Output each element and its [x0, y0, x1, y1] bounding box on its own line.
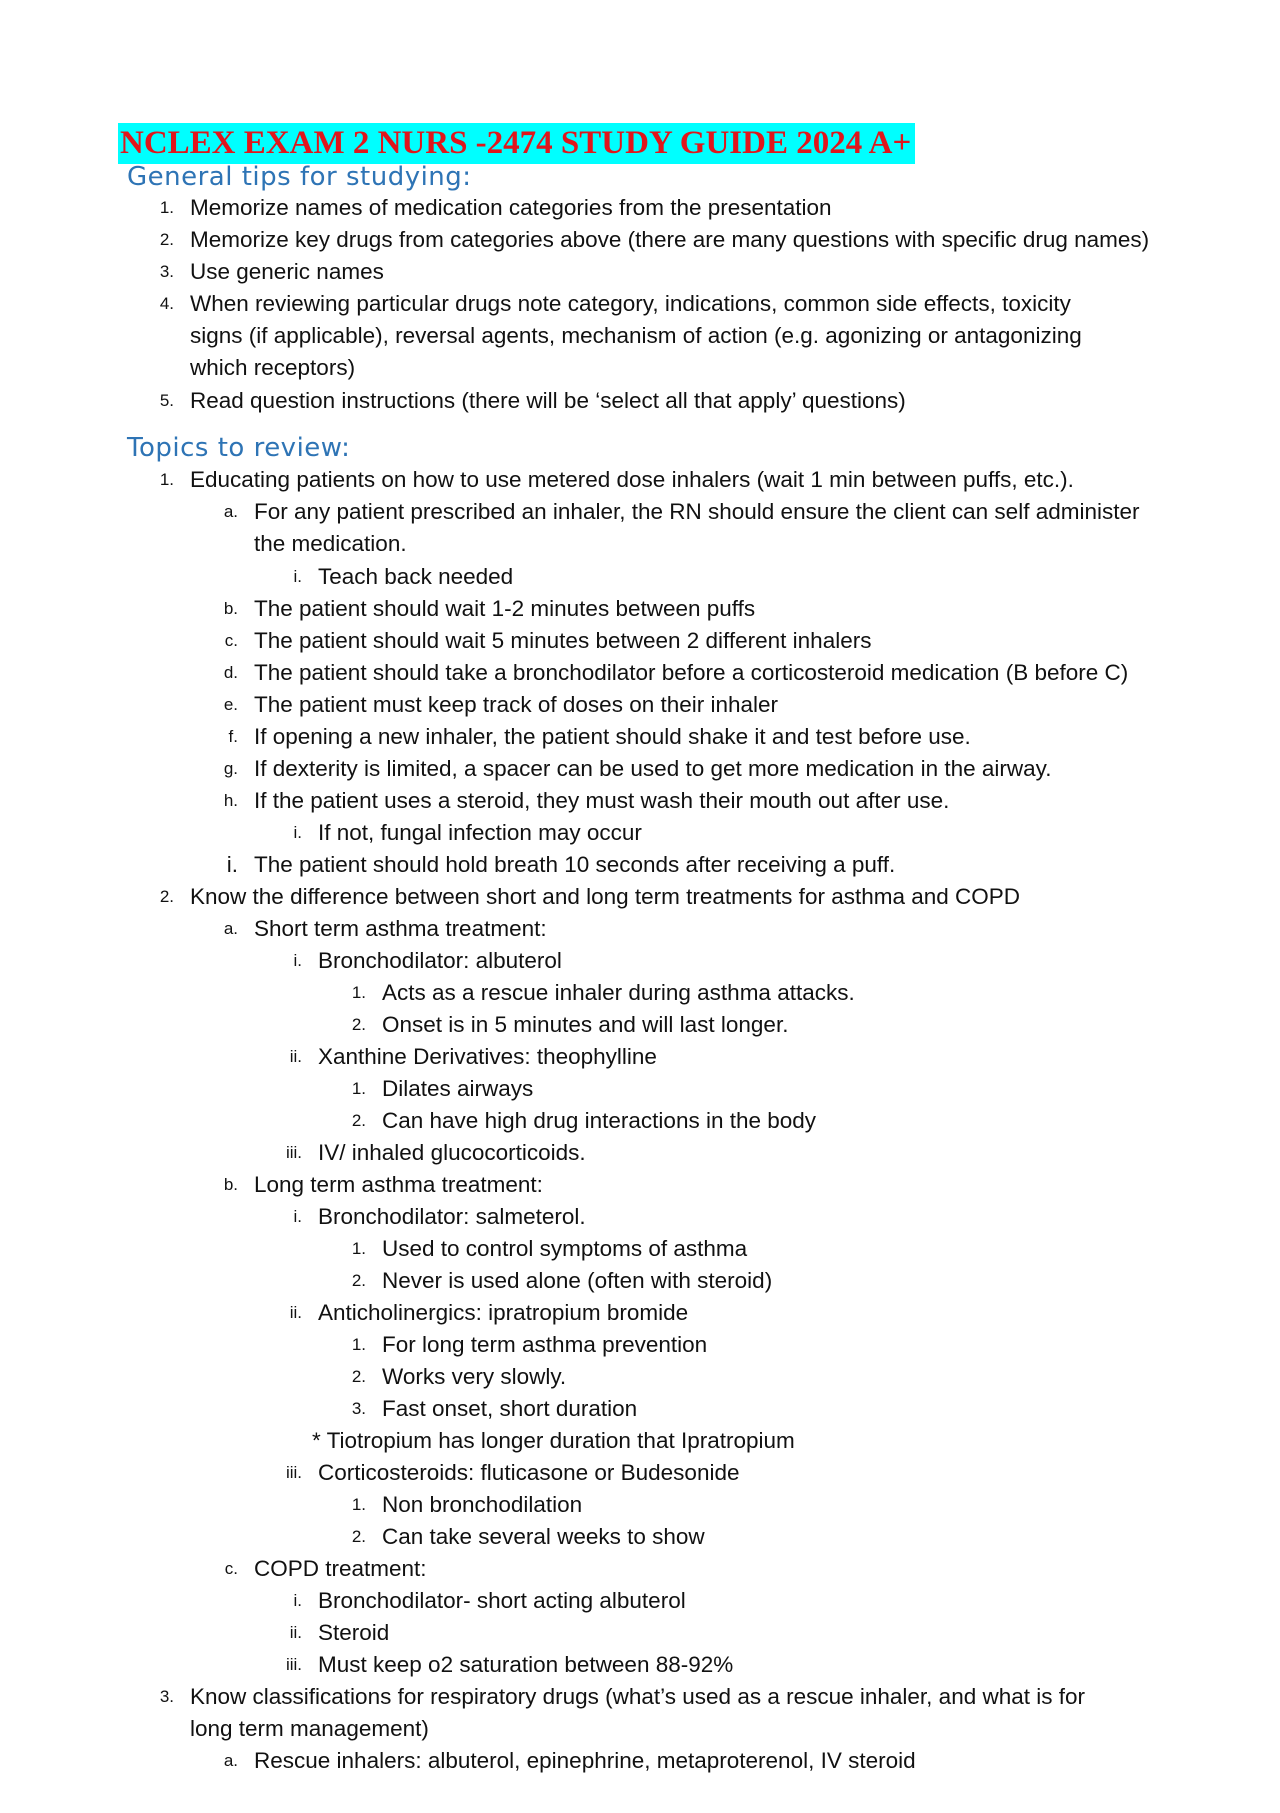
list-item-text: Short term asthma treatment: [254, 916, 547, 941]
list-marker: iii. [285, 1655, 302, 1674]
list-item-text: The patient should hold breath 10 seconds after receiving a puff. [254, 852, 896, 877]
list-marker: i. [293, 1207, 302, 1226]
list-item-text: The patient should take a bronchodilator before a corticosteroid medication (B before C) [254, 660, 1129, 685]
list-item-text: Know classifications for respiratory drugs (what’s used as a rescue inhaler, and what is for [190, 1684, 1086, 1709]
list-marker: 1. [351, 1335, 366, 1354]
list-item-text: IV/ inhaled glucocorticoids. [318, 1140, 586, 1165]
list-marker: g. [223, 759, 238, 778]
list-item-text: For long term asthma prevention [382, 1332, 708, 1357]
list-marker: 2. [351, 1015, 366, 1034]
list-marker: 1. [351, 1079, 366, 1098]
list-marker: c. [224, 1559, 238, 1578]
list-item-text: If dexterity is limited, a spacer can be used to get more medication in the airway. [254, 756, 1052, 781]
list-marker: 3. [159, 262, 174, 281]
list-marker: 1. [351, 983, 366, 1002]
list-item-text: Never is used alone (often with steroid) [382, 1268, 773, 1293]
heading-general-tips: General tips for studying: [127, 162, 472, 192]
list-item-text: Non bronchodilation [382, 1492, 583, 1517]
list-item-text: Onset is in 5 minutes and will last longer. [382, 1012, 789, 1037]
list-marker: i. [226, 852, 238, 877]
list-marker: b. [223, 1175, 238, 1194]
list-marker: 2. [351, 1271, 366, 1290]
list-marker: a. [223, 502, 238, 521]
list-item-text: Memorize names of medication categories from the presentation [190, 195, 832, 220]
list-marker: e. [223, 695, 238, 714]
list-item-text: signs (if applicable), reversal agents, mechanism of action (e.g. agonizing or antagonizing [190, 323, 1082, 348]
list-marker: 5. [159, 391, 174, 410]
list-item-text: COPD treatment: [254, 1556, 427, 1581]
list-marker: i. [293, 1591, 302, 1610]
list-marker: i. [293, 951, 302, 970]
list-item-text: Anticholinergics: ipratropium bromide [318, 1300, 689, 1325]
list-item-text: For any patient prescribed an inhaler, the RN should ensure the client can self administer [254, 499, 1140, 524]
list-item-text: Read question instructions (there will be ‘select all that apply’ questions) [190, 388, 906, 413]
list-item-text: Bronchodilator- short acting albuterol [318, 1588, 686, 1613]
list-item-text: Know the difference between short and long term treatments for asthma and COPD [190, 884, 1021, 909]
list-marker: 2. [159, 230, 174, 249]
list-item-text: Must keep o2 saturation between 88-92% [318, 1652, 734, 1677]
list-item-text: Steroid [318, 1620, 390, 1645]
list-item-text: If opening a new inhaler, the patient should shake it and test before use. [254, 724, 971, 749]
list-item-text: The patient should wait 5 minutes between 2 different inhalers [254, 628, 872, 653]
list-item-text: Long term asthma treatment: [254, 1172, 543, 1197]
list-item-text: Can have high drug interactions in the body [382, 1108, 817, 1133]
list-item-text: Use generic names [190, 259, 384, 284]
list-item-text: which receptors) [190, 355, 356, 380]
list-marker: 1. [351, 1495, 366, 1514]
list-item-text: Rescue inhalers: albuterol, epinephrine, metaproterenol, IV steroid [254, 1748, 916, 1773]
list-marker: 2. [351, 1111, 366, 1130]
list-item-text: If the patient uses a steroid, they must wash their mouth out after use. [254, 788, 950, 813]
heading-topics: Topics to review: [127, 433, 351, 463]
list-marker: ii. [289, 1623, 302, 1642]
list-item-text: Used to control symptoms of asthma [382, 1236, 748, 1261]
list-marker: 1. [159, 470, 174, 489]
list-marker: f. [228, 727, 238, 746]
document-title: NCLEX EXAM 2 NURS -2474 STUDY GUIDE 2024 A+ [118, 123, 915, 164]
list-marker: h. [223, 791, 238, 810]
list-marker: ii. [289, 1303, 302, 1322]
list-marker: 3. [159, 1687, 174, 1706]
list-marker: 2. [351, 1367, 366, 1386]
list-marker: a. [223, 919, 238, 938]
list-item-text: Can take several weeks to show [382, 1524, 705, 1549]
list-item-text: long term management) [190, 1716, 429, 1741]
list-marker: ii. [289, 1047, 302, 1066]
list-item-text: Dilates airways [382, 1076, 534, 1101]
list-marker: d. [223, 663, 238, 682]
list-item-text: * Tiotropium has longer duration that Ipratropium [312, 1428, 795, 1453]
list-item-text: Corticosteroids: fluticasone or Budesonide [318, 1460, 740, 1485]
list-item-text: Educating patients on how to use metered dose inhalers (wait 1 min between puffs, etc.). [190, 467, 1074, 492]
list-marker: i. [293, 567, 302, 586]
list-marker: 4. [159, 294, 174, 313]
list-item-text: Fast onset, short duration [382, 1396, 638, 1421]
list-item-text: Teach back needed [318, 564, 514, 589]
list-item-text: Bronchodilator: salmeterol. [318, 1204, 586, 1229]
list-item-text: The patient must keep track of doses on their inhaler [254, 692, 779, 717]
list-marker: iii. [285, 1463, 302, 1482]
list-marker: 1. [159, 198, 174, 217]
list-marker: b. [223, 599, 238, 618]
list-item-text: the medication. [254, 531, 407, 556]
list-marker: 2. [159, 887, 174, 906]
list-marker: c. [224, 631, 238, 650]
list-marker: i. [293, 823, 302, 842]
list-marker: 3. [351, 1399, 366, 1418]
list-item-text: Bronchodilator: albuterol [318, 948, 562, 973]
list-marker: 1. [351, 1239, 366, 1258]
list-marker: iii. [285, 1143, 302, 1162]
list-item-text: The patient should wait 1-2 minutes between puffs [254, 596, 756, 621]
list-item-text: If not, fungal infection may occur [318, 820, 642, 845]
list-item-text: Memorize key drugs from categories above (there are many questions with specific drug names) [190, 227, 1150, 252]
list-item-text: When reviewing particular drugs note category, indications, common side effects, toxicity [190, 291, 1071, 316]
list-item-text: Acts as a rescue inhaler during asthma attacks. [382, 980, 855, 1005]
list-item-text: Works very slowly. [382, 1364, 567, 1389]
list-marker: 2. [351, 1527, 366, 1546]
list-marker: a. [223, 1751, 238, 1770]
list-item-text: Xanthine Derivatives: theophylline [318, 1044, 657, 1069]
